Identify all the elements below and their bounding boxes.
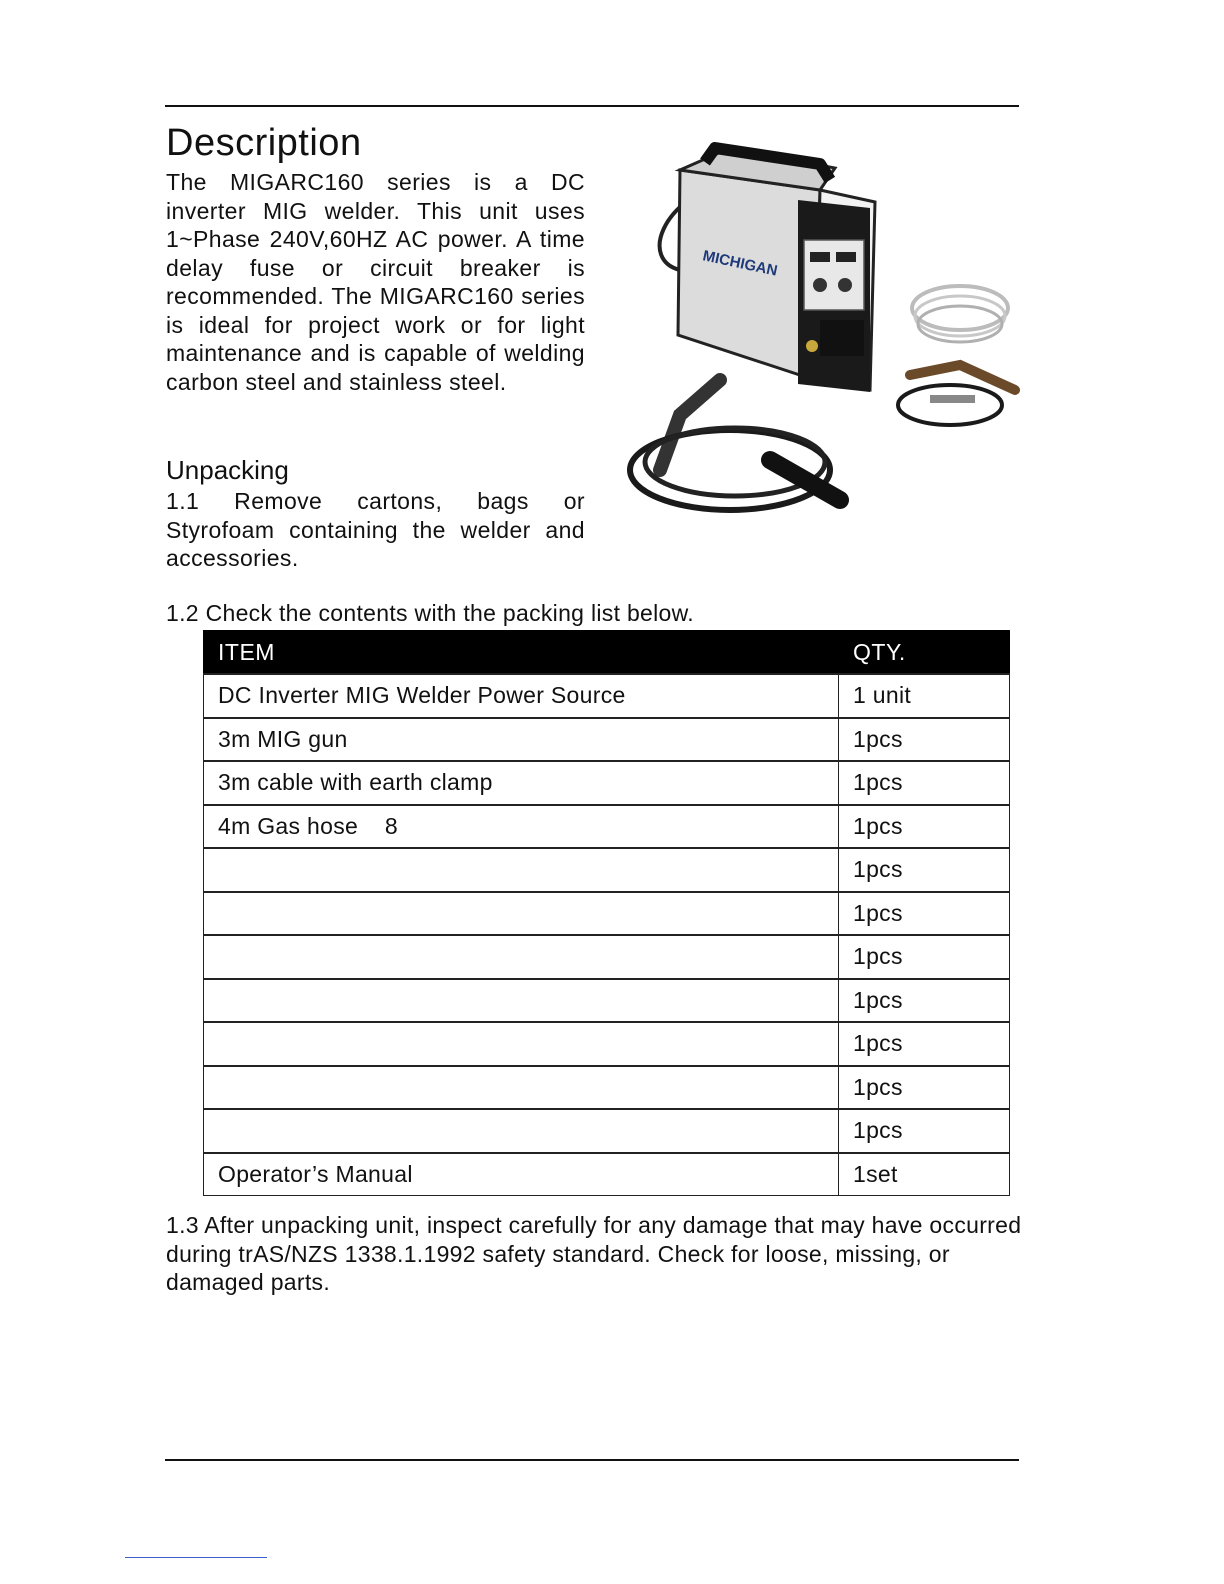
qty-cell: 1pcs [839,1022,1010,1066]
table-row [204,1022,1010,1066]
table-row [204,805,1010,849]
step-1-3: 1.3 After unpacking unit, inspect carefully for any damage that may have occurred during trAS/NZS 1338.1.1992 safety standard. Check for loose, missing, or damaged parts. [166,1212,1022,1295]
table-row [204,848,1010,892]
item-cell: DC Inverter MIG Welder Power Source [204,674,839,718]
qty-cell: 1 unit [839,674,1010,718]
item-cell [204,1109,839,1153]
table-row [204,979,1010,1023]
item-cell: 4m Gas hose 8 [204,805,839,849]
item-cell [204,1066,839,1110]
table-row [204,761,1010,805]
table-row [204,674,1010,718]
table-row [204,935,1010,979]
qty-cell: 1pcs [839,935,1010,979]
qty-cell: 1set [839,1153,1010,1196]
qty-cell: 1pcs [839,848,1010,892]
qty-cell: 1pcs [839,1066,1010,1110]
item-cell: Operator’s Manual [204,1153,839,1196]
top-divider [165,105,1019,107]
item-cell [204,1022,839,1066]
item-cell: 3m cable with earth clamp [204,761,839,805]
item-cell [204,979,839,1023]
table-row [204,892,1010,936]
table-header-row [204,631,1010,675]
qty-cell: 1pcs [839,718,1010,762]
header-qty: QTY. [839,631,1010,675]
table-row [204,1066,1010,1110]
table-row [204,718,1010,762]
qty-cell: 1pcs [839,805,1010,849]
step-1-2: 1.2 Check the contents with the packing list below. [166,600,694,626]
item-cell [204,892,839,936]
welder-product-image [620,140,1030,560]
qty-cell: 1pcs [839,1109,1010,1153]
footnote-separator [125,1557,267,1558]
page-title: Description [166,122,362,164]
header-item: ITEM [204,631,839,675]
table-row [204,1109,1010,1153]
item-cell [204,848,839,892]
bottom-divider [165,1459,1019,1461]
qty-cell: 1pcs [839,761,1010,805]
item-cell [204,935,839,979]
table-row [204,1153,1010,1196]
description-paragraph: The MIGARC160 series is a DC inverter MIG welder. This unit uses 1~Phase 240V,60HZ AC power. A time delay fuse or circuit breaker is recommended. The MIGARC160 series is ideal for project work or for light maintenance and is capable of welding carbon steel and stainless steel. [166,169,585,395]
packing-list-table [203,630,1010,1196]
brand-label: MICHIGAN [701,247,779,280]
qty-cell: 1pcs [839,979,1010,1023]
unpacking-heading: Unpacking [166,455,289,485]
item-cell: 3m MIG gun [204,718,839,762]
step-1-1: 1.1 Remove cartons, bags or Styrofoam containing the welder and accessories. [166,488,585,571]
qty-cell: 1pcs [839,892,1010,936]
